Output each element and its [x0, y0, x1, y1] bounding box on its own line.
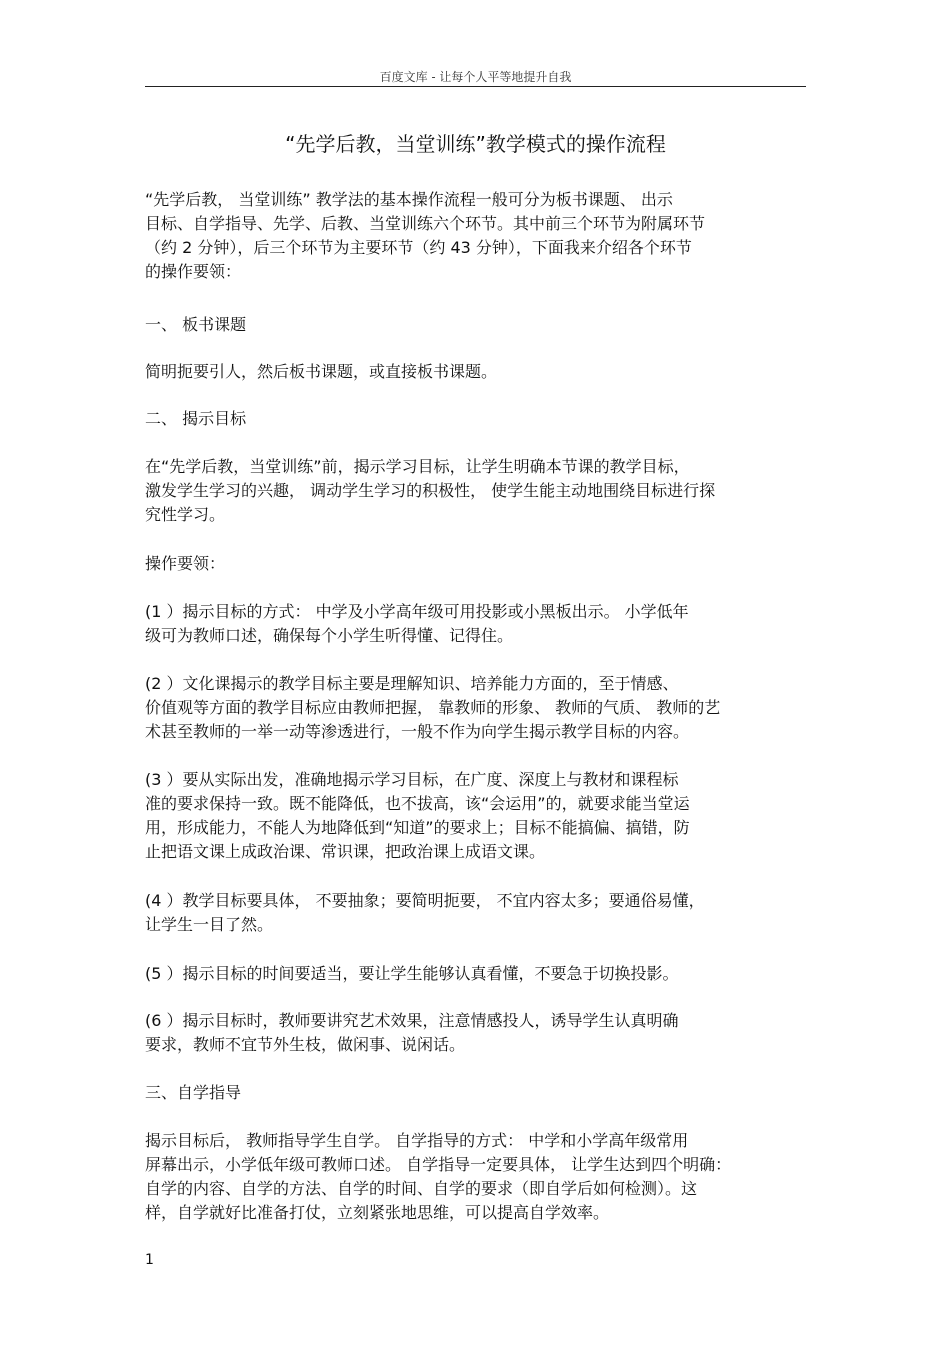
- point-5: [145, 962, 806, 986]
- section-heading-3: [145, 1081, 806, 1105]
- page-number: 1: [145, 1252, 154, 1268]
- text-line: 让学生一目了然。: [145, 915, 274, 934]
- text-line: “先学后教， 当堂训练” 教学法的基本操作流程一般可分为板书课题、 出示: [145, 190, 673, 209]
- document-title: “先学后教，当堂训练”教学模式的操作流程: [285, 132, 666, 156]
- text-line: 要求，教师不宜节外生枝，做闲事、说闲话。: [145, 1035, 466, 1054]
- text-line: 屏幕出示，小学低年级可教师口述。 自学指导一定要具体， 让学生达到四个明确：: [145, 1155, 732, 1174]
- text-line: 激发学生学习的兴趣， 调动学生学习的积极性， 使学生能主动地围绕目标进行探: [145, 481, 716, 500]
- text-line: (5 ）揭示目标的时间要适当，要让学生能够认真看懂，不要急于切换投影。: [145, 964, 679, 983]
- text-line: 在“先学后教，当堂训练”前，揭示学习目标，让学生明确本节课的教学目标，: [145, 457, 690, 476]
- text-line: 简明扼要引人，然后板书课题，或直接板书课题。: [145, 362, 498, 381]
- header-divider: [145, 86, 806, 87]
- text-line: (4 ）教学目标要具体， 不要抽象；要简明扼要， 不宜内容太多；要通俗易懂，: [145, 891, 705, 910]
- text-line: 三、自学指导: [145, 1083, 242, 1102]
- text-line: （约 2 分钟），后三个环节为主要环节（约 43 分钟），下面我来介绍各个环节: [145, 238, 692, 257]
- point-6: [145, 1009, 806, 1057]
- point-2: [145, 672, 806, 744]
- point-1: [145, 600, 806, 648]
- text-line: (1 ）揭示目标的方式： 中学及小学高年级可用投影或小黑板出示。 小学低年: [145, 602, 689, 621]
- operation-essentials-label: [145, 552, 806, 576]
- text-line: (2 ）文化课揭示的教学目标主要是理解知识、培养能力方面的，至于情感、: [145, 674, 679, 693]
- text-line: 目标、自学指导、先学、后教、当堂训练六个环节。其中前三个环节为附属环节: [145, 214, 706, 233]
- text-line: 准的要求保持一致。既不能降低，也不拔高，该“会运用”的，就要求能当堂运: [145, 794, 690, 813]
- section-3-body: [145, 1129, 806, 1225]
- page-header: 百度文库 - 让每个人平等地提升自我: [379, 70, 572, 84]
- text-line: 自学的内容、自学的方法、自学的时间、自学的要求（即自学后如何检测）。这: [145, 1179, 698, 1198]
- text-line: 究性学习。: [145, 505, 226, 524]
- text-line: 止把语文课上成政治课、常识课，把政治课上成语文课。: [145, 842, 546, 861]
- text-line: (6 ）揭示目标时，教师要讲究艺术效果，注意情感投人，诱导学生认真明确: [145, 1011, 679, 1030]
- text-line: 揭示目标后， 教师指导学生自学。 自学指导的方式： 中学和小学高年级常用: [145, 1131, 689, 1150]
- text-line: 一、 板书课题: [145, 315, 247, 334]
- intro-paragraph: [145, 188, 806, 284]
- section-2-body: [145, 455, 806, 527]
- section-heading-1: [145, 313, 806, 337]
- text-line: 用，形成能力，不能人为地降低到“知道”的要求上；目标不能搞偏、搞错，防: [145, 818, 690, 837]
- text-line: 术甚至教师的一举一动等渗透进行，一般不作为向学生揭示教学目标的内容。: [145, 722, 690, 741]
- text-line: 级可为教师口述，确保每个小学生听得懂、记得住。: [145, 626, 514, 645]
- text-line: 样，自学就好比准备打仗，立刻紧张地思维，可以提高自学效率。: [145, 1203, 610, 1222]
- text-line: 二、 揭示目标: [145, 409, 247, 428]
- point-4: [145, 889, 806, 937]
- section-1-body: [145, 360, 806, 384]
- text-line: 操作要领：: [145, 554, 226, 573]
- point-3: [145, 768, 806, 864]
- text-line: 价值观等方面的教学目标应由教师把握， 靠教师的形象、 教师的气质、 教师的艺: [145, 698, 721, 717]
- text-line: 的操作要领：: [145, 262, 242, 281]
- text-line: (3 ）要从实际出发，准确地揭示学习目标，在广度、深度上与教材和课程标: [145, 770, 679, 789]
- section-heading-2: [145, 407, 806, 431]
